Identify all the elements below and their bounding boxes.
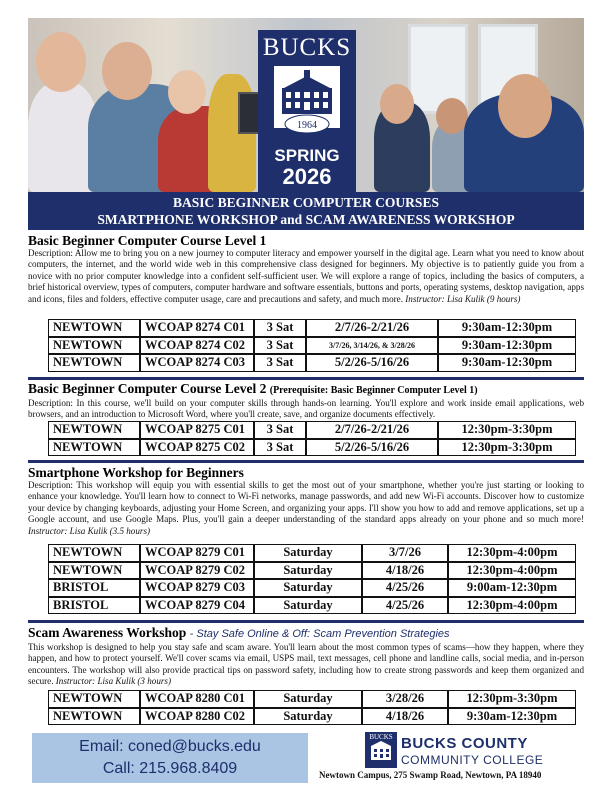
section-description: [28, 248, 584, 305]
location-cell: NEWTOWN: [48, 354, 140, 372]
time-cell: 12:30pm-4:00pm: [448, 562, 576, 580]
schedule-table-scam: [48, 690, 576, 725]
mini-logo-text: BUCKS: [369, 733, 393, 741]
logo-season: SPRING: [274, 146, 340, 165]
table-row: [48, 544, 576, 562]
table-row: [48, 337, 576, 355]
college-logo: [319, 732, 587, 788]
time-cell: 9:00am-12:30pm: [448, 579, 576, 597]
day-cell: Saturday: [254, 562, 362, 580]
college-name-line-2: COMMUNITY COLLEGE: [401, 753, 544, 767]
schedule-table-level-1: [48, 319, 576, 372]
section-level-1: [28, 233, 584, 305]
day-cell: Saturday: [254, 597, 362, 615]
time-cell: 12:30pm-4:00pm: [448, 544, 576, 562]
prerequisite-text: (Prerequisite: Basic Beginner Computer Level 1): [269, 385, 478, 396]
section-divider: [28, 377, 584, 380]
dates-cell: 5/2/26-5/16/26: [306, 439, 438, 457]
campus-address: Newtown Campus, 275 Swamp Road, Newtown, PA 18940: [319, 770, 542, 780]
section-smartphone: [28, 465, 584, 537]
mini-building-icon: [365, 732, 397, 768]
banner-line-1: BASIC BEGINNER COMPUTER COURSES: [173, 195, 439, 210]
location-cell: NEWTOWN: [48, 544, 140, 562]
contact-phone[interactable]: Call: 215.968.8409: [102, 760, 238, 777]
logo-year: 1964: [297, 120, 317, 131]
section-level-2: [28, 381, 584, 421]
section-description: Description: In this course, we'll build on your computer skills through hands-on learning. You'll explore and work inside email applications, web browsers, and an introduction to Microsoft Word, where you'll create, save, and organize documents effectively.: [28, 398, 584, 420]
logo-name: BUCKS: [262, 34, 352, 61]
schedule-table-smartphone: [48, 544, 576, 614]
person-head: [380, 84, 414, 124]
section-divider: [28, 620, 584, 623]
college-name-line-1: BUCKS COUNTY: [401, 735, 528, 752]
course-code-cell: WCOAP 8279 C04: [140, 597, 254, 615]
table-row: [48, 690, 576, 708]
course-code-cell: WCOAP 8279 C01: [140, 544, 254, 562]
location-cell: BRISTOL: [48, 597, 140, 615]
table-row: [48, 421, 576, 439]
course-code-cell: WCOAP 8279 C02: [140, 562, 254, 580]
table-row: [48, 708, 576, 726]
section-scam-awareness: [28, 625, 584, 688]
location-cell: BRISTOL: [48, 579, 140, 597]
day-cell: Saturday: [254, 544, 362, 562]
location-cell: NEWTOWN: [48, 439, 140, 457]
dates-cell: 2/7/26-2/21/26: [306, 319, 438, 337]
day-cell: Saturday: [254, 579, 362, 597]
table-row: [48, 439, 576, 457]
time-cell: 9:30am-12:30pm: [438, 337, 576, 355]
section-title: Basic Beginner Computer Course Level 1: [28, 233, 267, 248]
section-description: [28, 642, 584, 688]
person-head: [168, 70, 206, 114]
person-head: [498, 74, 552, 138]
sessions-cell: 3 Sat: [254, 354, 306, 372]
time-cell: 12:30pm-3:30pm: [438, 439, 576, 457]
instructor-text: Instructor: Lisa Kulik (3.5 hours): [28, 525, 151, 536]
sessions-cell: 3 Sat: [254, 439, 306, 457]
day-cell: Saturday: [254, 708, 362, 726]
location-cell: NEWTOWN: [48, 319, 140, 337]
table-row: [48, 562, 576, 580]
sessions-cell: 3 Sat: [254, 319, 306, 337]
course-code-cell: WCOAP 8279 C03: [140, 579, 254, 597]
dates-cell: 4/25/26: [362, 597, 448, 615]
location-cell: NEWTOWN: [48, 690, 140, 708]
title-banner: [28, 192, 584, 230]
course-code-cell: WCOAP 8274 C02: [140, 337, 254, 355]
course-code-cell: WCOAP 8275 C02: [140, 439, 254, 457]
time-cell: 9:30am-12:30pm: [448, 708, 576, 726]
section-title: Scam Awareness Workshop: [28, 625, 187, 640]
sessions-cell: 3 Sat: [254, 421, 306, 439]
day-cell: Saturday: [254, 690, 362, 708]
schedule-table-level-2: [48, 421, 576, 456]
course-code-cell: WCOAP 8274 C01: [140, 319, 254, 337]
table-row: [48, 319, 576, 337]
time-cell: 12:30pm-4:00pm: [448, 597, 576, 615]
time-cell: 9:30am-12:30pm: [438, 319, 576, 337]
table-row: [48, 597, 576, 615]
dates-cell: 3/7/26: [362, 544, 448, 562]
banner-line-2: SMARTPHONE WORKSHOP and SCAM AWARENESS WORKSHOP: [97, 212, 515, 227]
section-title-row: [28, 381, 584, 398]
dates-cell: 3/28/26: [362, 690, 448, 708]
section-description: [28, 480, 584, 537]
person-head: [36, 32, 86, 92]
person-head: [102, 42, 152, 100]
instructor-text: Instructor: Lisa Kulik (3 hours): [55, 676, 171, 687]
table-row: [48, 579, 576, 597]
person-head: [436, 98, 468, 134]
description-text: Description: This workshop will equip you with essential skills to get the most out of your smartphone, whether you're just starting or looking to enhance your knowledge. You'll learn how to connect to Wi-Fi networks, manage passwords, and add new Wi-Fi accounts. Discover how to customize your device by changing keyboards, adjusting your Home Screen, and organizing your apps. I'll show you how to add and remove applications, set up a Google account, and use Google Maps. Plus, you'll gain a deeper understanding of the standard apps already on your phone and so much more!: [28, 480, 584, 525]
course-code-cell: WCOAP 8275 C01: [140, 421, 254, 439]
dates-cell: 4/18/26: [362, 562, 448, 580]
course-code-cell: WCOAP 8280 C01: [140, 690, 254, 708]
section-title-row: [28, 625, 584, 642]
bucks-spring-logo: [258, 30, 356, 192]
time-cell: 9:30am-12:30pm: [438, 354, 576, 372]
table-row: [48, 354, 576, 372]
course-code-cell: WCOAP 8280 C02: [140, 708, 254, 726]
time-cell: 12:30pm-3:30pm: [438, 421, 576, 439]
description-text: Description: Allow me to bring you on a new journey to computer literacy and empower yourself in the digital age. Learn what you need to know about computers, the internet, and the world wide web in this comprehensive class designed for beginners. My objective is to patiently guide you from a novice with no prior computer knowledge into a confident self-sufficient user. We will explore a range of topics, including the basics of computers, a brief historical overview, types of computers, computer hardware and software essentials, buttons and ports, operating systems, desktop navigation, apps and icons, files and folders, effective computer usage, care and precautions and safety, and much more.: [28, 248, 584, 304]
logo-season-year: 2026: [282, 164, 332, 189]
dates-cell: 5/2/26-5/16/26: [306, 354, 438, 372]
description-text: This workshop is designed to help you stay safe and scam aware. You'll learn about the most common types of scams—how they happen, where they happen, and how to protect yourself. We'll cover scams via email, USPS mail, text messages, cell phone and landline calls, social media, and in-person encounters. The workshop will also provide practical tips on password safety, including how to create strong passwords and keep them organized and secure.: [28, 642, 584, 687]
dates-cell: 4/18/26: [362, 708, 448, 726]
dates-cell: 4/25/26: [362, 579, 448, 597]
location-cell: NEWTOWN: [48, 421, 140, 439]
location-cell: NEWTOWN: [48, 337, 140, 355]
sessions-cell: 3 Sat: [254, 337, 306, 355]
contact-email[interactable]: Email: coned@bucks.edu: [79, 738, 261, 755]
section-title: Basic Beginner Computer Course Level 2: [28, 381, 267, 396]
section-subtitle: - Stay Safe Online & Off: Scam Prevention Strategies: [189, 628, 450, 640]
location-cell: NEWTOWN: [48, 708, 140, 726]
location-cell: NEWTOWN: [48, 562, 140, 580]
mini-building-logo: [365, 732, 397, 768]
section-title: Smartphone Workshop for Beginners: [28, 465, 244, 480]
dates-cell: 3/7/26, 3/14/26, & 3/28/26: [306, 337, 438, 355]
dates-cell: 2/7/26-2/21/26: [306, 421, 438, 439]
instructor-text: Instructor: Lisa Kulik (9 hours): [405, 293, 521, 304]
course-code-cell: WCOAP 8274 C03: [140, 354, 254, 372]
section-divider: [28, 460, 584, 463]
time-cell: 12:30pm-3:30pm: [448, 690, 576, 708]
contact-box: [32, 733, 308, 783]
